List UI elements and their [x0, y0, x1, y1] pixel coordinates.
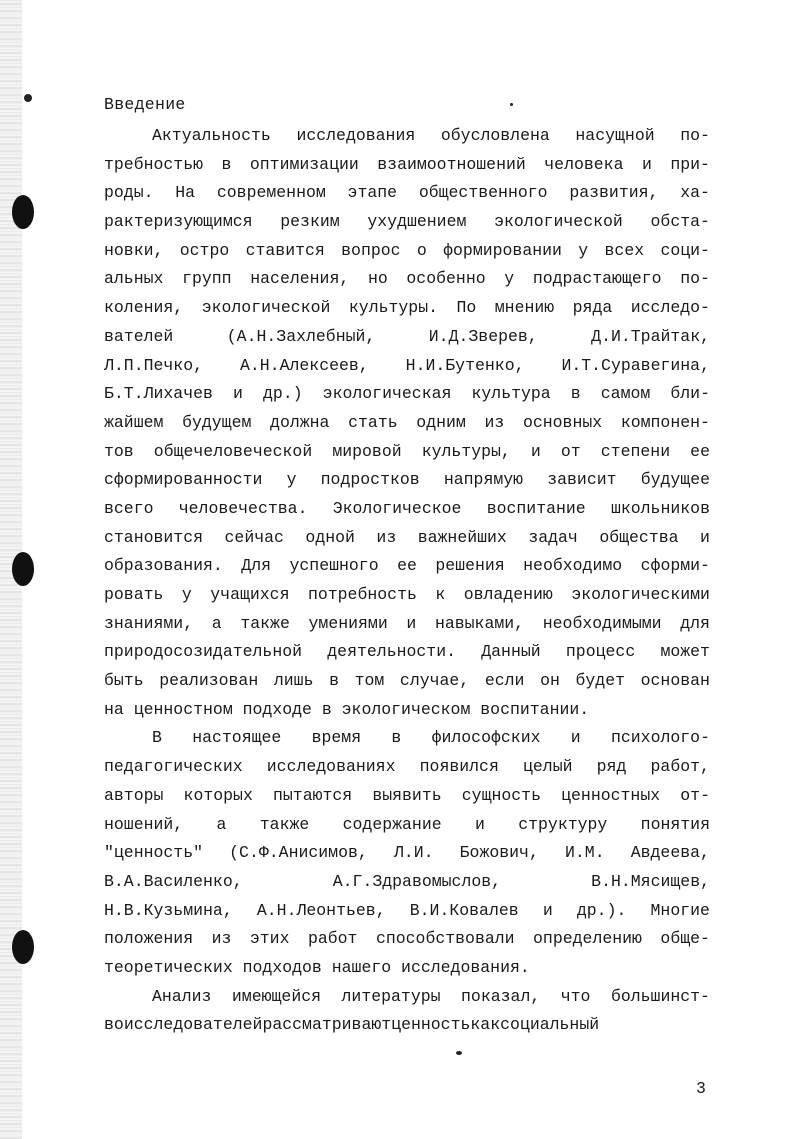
word: которых [183, 785, 253, 805]
word: но [367, 269, 388, 289]
word: на ценностном подходе в экологическом воспитании. [104, 699, 590, 719]
word: одним [416, 412, 466, 432]
text-line [104, 753, 710, 782]
text-line [104, 122, 710, 151]
word: общественного [418, 183, 548, 203]
word: И.Д.Зверев, [428, 326, 538, 346]
word: ухудшением [367, 212, 467, 232]
word: тов [104, 441, 134, 461]
word: экологической [494, 212, 623, 232]
speck [24, 94, 32, 102]
word: будущее [640, 470, 710, 490]
word: культура [471, 384, 551, 404]
word: Данный [481, 642, 541, 662]
word: развития, [569, 183, 659, 203]
word: обста- [650, 212, 710, 232]
text-line [104, 208, 710, 237]
word: групп [182, 269, 232, 289]
speck [456, 1051, 462, 1055]
word: (С.Ф.Анисимов, [229, 843, 368, 863]
text-line [104, 237, 710, 266]
word: В.И.Ковалев [409, 900, 519, 920]
word: как [470, 1015, 501, 1035]
word: всех [604, 240, 645, 260]
word: ряда [572, 298, 613, 318]
word: он [540, 671, 560, 691]
word: исследования [296, 126, 416, 145]
word: рассматривают [262, 1015, 392, 1035]
word: и [406, 613, 417, 633]
word: ровать [104, 585, 164, 604]
word: социальный [500, 1015, 600, 1035]
text-line [104, 954, 710, 983]
speck [510, 103, 513, 106]
word: у [504, 269, 515, 289]
word: способствовали [375, 929, 515, 949]
word: у [286, 470, 297, 490]
word: экологическими [571, 585, 710, 604]
word: работ [307, 929, 358, 949]
word: деятельности. [327, 642, 457, 662]
text-line [104, 983, 710, 1012]
text-line [104, 380, 710, 409]
section-heading: Введение [104, 95, 186, 114]
word: экологической [201, 298, 331, 318]
text-line [104, 179, 710, 208]
word: Анализ [152, 986, 212, 1006]
text-line [104, 524, 710, 553]
word: для [680, 613, 710, 633]
word: формировании [443, 240, 562, 260]
word: этапе [347, 183, 398, 203]
word: культуры, [421, 441, 511, 461]
paragraph [104, 122, 710, 724]
word: стать [348, 412, 398, 432]
word: В.А.Василенко, [104, 871, 243, 891]
word: при- [670, 154, 710, 174]
word: рактеризующимся [104, 212, 253, 232]
word: в [570, 384, 581, 404]
word: реализован [159, 671, 259, 691]
word: будет [575, 671, 625, 691]
binding-hole [12, 195, 34, 229]
word: человека [544, 154, 624, 174]
page-number: 3 [696, 1079, 706, 1098]
word: А.Н.Леонтьев, [256, 900, 386, 920]
word: Экологическое [332, 498, 462, 518]
word: также [240, 613, 290, 633]
word: одной [305, 527, 355, 547]
word: теоретических подходов нашего исследования. [104, 957, 530, 977]
word: настоящее [192, 728, 282, 748]
word: Н.В.Кузьмина, [104, 900, 233, 920]
word: и [542, 900, 553, 920]
text-line [104, 638, 710, 667]
word: ношений, [104, 814, 184, 834]
word: Актуальность [152, 126, 271, 145]
document-body [104, 122, 710, 1040]
word: по- [680, 126, 710, 145]
word: бли- [670, 384, 710, 404]
word: подростков [320, 470, 420, 490]
text-line [104, 925, 710, 954]
word: компонен- [620, 412, 710, 432]
word: воспитание [486, 498, 586, 518]
word: ряд [596, 757, 627, 777]
word: к [435, 585, 446, 604]
word: случае, [399, 671, 470, 691]
word: Д.И.Трайтак, [591, 326, 710, 346]
text-line [104, 696, 710, 725]
word: а [216, 814, 227, 834]
word: будущем [182, 412, 252, 432]
word: также [259, 814, 310, 834]
word: появился [419, 757, 499, 777]
word: задач [528, 527, 578, 547]
text-line [104, 724, 710, 753]
word: психолого- [610, 728, 710, 748]
word: из [211, 929, 232, 949]
word: остро [179, 240, 230, 260]
word: необходимо [523, 556, 623, 576]
word: ставится [245, 240, 325, 260]
word: сформи- [640, 556, 710, 576]
word: становится [104, 527, 204, 547]
word: положения [104, 929, 194, 949]
word: сформированности [104, 470, 263, 490]
binding-hole [12, 930, 34, 964]
word: др.). [576, 900, 627, 920]
word: мировой [332, 441, 402, 461]
word: сейчас [224, 527, 284, 547]
word: общечеловеческой [153, 441, 313, 461]
paragraph [104, 983, 710, 1040]
word: важнейших [417, 527, 507, 547]
word: школьников [610, 498, 710, 518]
word: учащихся [210, 585, 290, 604]
word: необходимыми [542, 613, 662, 633]
word: общества [599, 527, 679, 547]
word: Л.И. [393, 843, 434, 863]
word: жайшем [104, 412, 164, 432]
word: том [354, 671, 385, 691]
word: потребность [307, 585, 417, 604]
word: альных [104, 269, 164, 289]
word: большинст- [610, 986, 710, 1006]
word: ха- [680, 183, 710, 203]
word: ее [690, 441, 710, 461]
word: и [641, 154, 652, 174]
word: педагогических [104, 757, 243, 777]
word: от- [680, 785, 710, 805]
word: в [391, 728, 402, 748]
word: образования. [104, 556, 223, 576]
text-line [104, 409, 710, 438]
text-line [104, 265, 710, 294]
word: роды. [104, 183, 154, 203]
word: По [456, 298, 477, 318]
text-line [104, 839, 710, 868]
word: в [221, 154, 232, 174]
word: культуры. [348, 298, 439, 318]
word: др.) [262, 384, 303, 404]
word: взаимоотношений [377, 154, 526, 174]
text-line [104, 151, 710, 180]
word: "ценность" [104, 843, 204, 863]
word: В.Н.Мясищев, [591, 871, 710, 891]
word: А.Г.Здравомыслов, [332, 871, 502, 891]
word: вопрос [341, 240, 401, 260]
word: у [578, 240, 589, 260]
word: во [104, 1015, 124, 1035]
word: может [660, 642, 710, 662]
word: по- [680, 269, 710, 289]
paragraph [104, 724, 710, 982]
word: современном [216, 183, 326, 203]
word: И.М. [564, 843, 605, 863]
word: всего [104, 498, 154, 518]
word: Для [241, 556, 272, 576]
word: и [530, 441, 541, 461]
text-line [104, 897, 710, 926]
word: этих [249, 929, 290, 949]
text-line [104, 811, 710, 840]
word: от [560, 441, 581, 461]
text-line [104, 667, 710, 696]
word: сущность [461, 785, 541, 805]
word: особенно [406, 269, 486, 289]
word: показал, [461, 986, 541, 1006]
word: из [376, 527, 397, 547]
word: авторы [104, 785, 164, 805]
word: требностью [104, 154, 204, 174]
word: Авдеева, [630, 843, 710, 863]
word: если [484, 671, 525, 691]
word: должна [270, 412, 330, 432]
text-line [104, 581, 710, 610]
word: умениями [308, 613, 388, 633]
word: А.Н.Алексеев, [239, 355, 369, 375]
word: и [474, 814, 485, 834]
word: оптимизации [249, 154, 359, 174]
text-line [104, 868, 710, 897]
binding-hole [12, 552, 34, 586]
word: (А.Н.Захлебный, [226, 326, 376, 346]
word: навыками, [434, 613, 525, 633]
word: процесс [565, 642, 636, 662]
word: имеющейся [231, 986, 322, 1006]
word: быть [104, 671, 144, 691]
word: исследователей [123, 1015, 263, 1035]
word: основан [640, 671, 710, 691]
text-line [104, 1011, 710, 1040]
word: резким [280, 212, 340, 232]
word: понятия [640, 814, 710, 834]
word: исследо- [630, 298, 710, 318]
word: Многие [650, 900, 710, 920]
word: человечества. [178, 498, 308, 518]
text-line [104, 323, 710, 352]
word: философских [431, 728, 541, 748]
word: экологическая [322, 384, 452, 404]
word: определению [533, 929, 642, 949]
word: мнению [494, 298, 555, 318]
word: Б.Т.Лихачев [104, 384, 213, 404]
word: знаниями, [104, 613, 194, 633]
word: степени [600, 441, 671, 461]
word: и [233, 384, 243, 404]
word: исследованиях [266, 757, 396, 777]
word: из [484, 412, 505, 432]
word: напрямую [443, 470, 524, 490]
word: коления, [104, 298, 184, 318]
word: вателей [104, 326, 174, 346]
word: Н.И.Бутенко, [405, 355, 525, 375]
word: успешного [289, 556, 379, 576]
word: Божович, [459, 843, 539, 863]
word: основных [522, 412, 603, 432]
text-line [104, 294, 710, 323]
text-line [104, 438, 710, 467]
word: пытаются [272, 785, 353, 805]
text-line [104, 782, 710, 811]
word: насущной [575, 126, 655, 145]
word: подрастающего [532, 269, 662, 289]
word: лишь [273, 671, 314, 691]
word: о [416, 240, 427, 260]
word: В [152, 728, 162, 748]
word: новки, [104, 240, 164, 260]
word: ценностных [561, 785, 661, 805]
word: у [181, 585, 192, 604]
word: овладению [463, 585, 553, 604]
word: в [329, 671, 339, 691]
word: ценность [391, 1015, 471, 1035]
word: Л.П.Печко, [104, 355, 204, 375]
text-line [104, 552, 710, 581]
word: И.Т.Суравегина, [561, 355, 710, 375]
word: На [175, 183, 196, 203]
word: обще- [660, 929, 710, 949]
word: природосозидательной [104, 642, 303, 662]
word: зависит [547, 470, 617, 490]
word: структуру [518, 814, 608, 834]
text-line [104, 610, 710, 639]
word: целый [523, 757, 573, 777]
word: населения, [250, 269, 350, 289]
word: соци- [660, 240, 710, 260]
word: и [570, 728, 581, 748]
word: работ, [650, 757, 710, 777]
word: выявить [372, 785, 442, 805]
word: что [560, 986, 591, 1006]
text-line [104, 466, 710, 495]
word: самом [600, 384, 651, 404]
text-line [104, 352, 710, 381]
word: а [211, 613, 222, 633]
word: решения [435, 556, 505, 576]
text-line [104, 495, 710, 524]
word: обусловлена [440, 126, 550, 145]
word: ее [397, 556, 417, 576]
word: литературы [341, 986, 441, 1006]
word: содержание [342, 814, 442, 834]
word: время [311, 728, 362, 748]
word: и [700, 527, 710, 547]
